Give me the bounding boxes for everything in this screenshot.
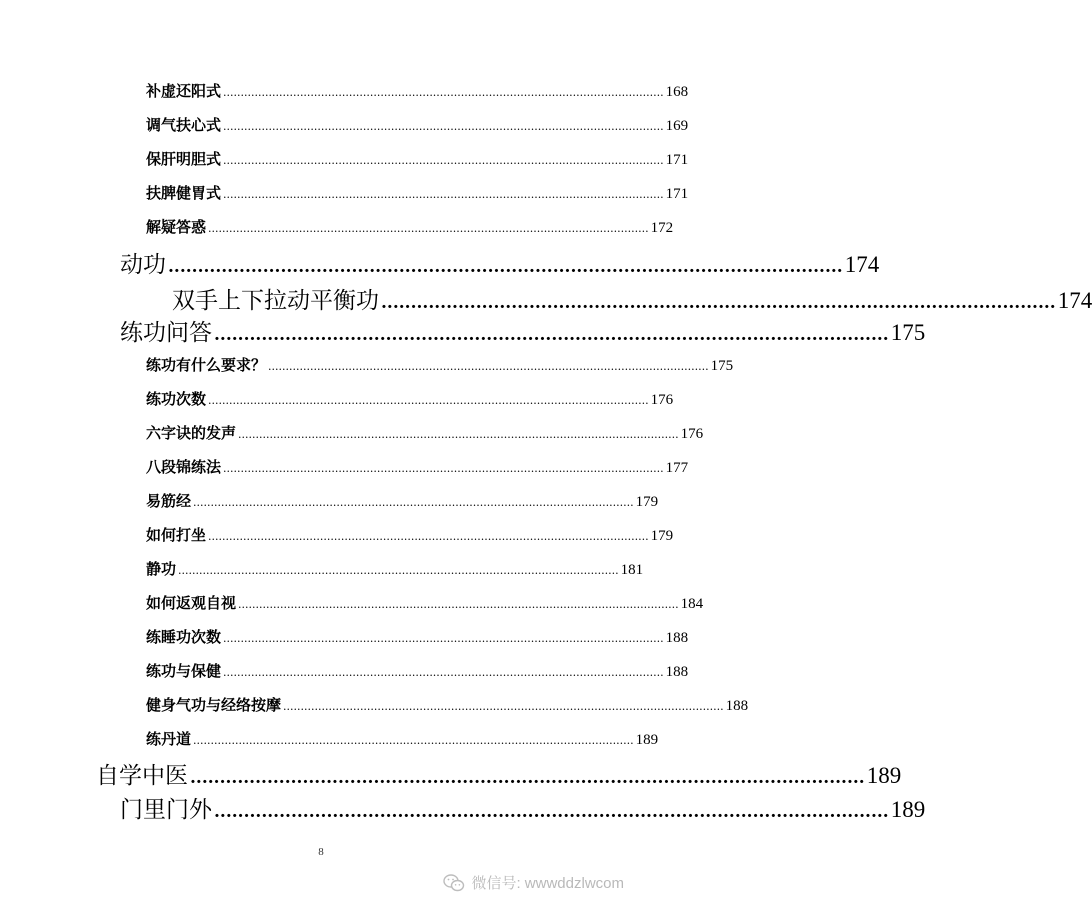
dot-leader: .............................................................................................................................. — [238, 428, 679, 441]
toc-entry-title: 门里门外 — [120, 797, 212, 823]
dot-leader: .............................................................................................................................. — [268, 360, 709, 373]
dot-leader: .............................................................................................................................. — [223, 188, 664, 201]
dot-leader: .............................................................................................................................. — [223, 86, 664, 99]
toc-entry-page: 184 — [680, 596, 704, 612]
toc-entry[interactable] — [146, 660, 689, 682]
toc-entry-page: 174 — [844, 252, 880, 277]
toc-entry[interactable] — [146, 592, 704, 614]
dot-leader: .............................................................................................................................. — [283, 700, 724, 713]
toc-entry-page: 169 — [665, 118, 689, 134]
dot-leader: .............................................................................................................................. — [223, 462, 664, 475]
dot-leader: .................................................................................................................. — [190, 768, 865, 788]
page-number: 8 — [318, 846, 324, 858]
toc-entry[interactable] — [146, 626, 689, 648]
toc-entry[interactable] — [146, 182, 689, 204]
toc-entry-title: 易筋经 — [146, 492, 192, 510]
toc-entry[interactable] — [120, 314, 926, 348]
dot-leader: .............................................................................................................................. — [178, 564, 619, 577]
toc-entry-title: 解疑答惑 — [146, 218, 207, 236]
toc-entry-page: 188 — [665, 664, 689, 680]
toc-entry-title: 八段锦练法 — [146, 458, 222, 476]
dot-leader: .............................................................................................................................. — [208, 222, 649, 235]
watermark-text: 微信号: wwwddzlwcom — [471, 875, 624, 892]
toc-entry[interactable] — [146, 728, 659, 750]
dot-leader: .............................................................................................................................. — [238, 598, 679, 611]
dot-leader: .................................................................................................................. — [381, 293, 1056, 313]
toc-entry-page: 171 — [665, 152, 689, 168]
toc-entry-title: 练功有什么要求？ — [146, 356, 267, 374]
toc-entry-title: 练功与保健 — [146, 662, 222, 680]
dot-leader: .............................................................................................................................. — [193, 734, 634, 747]
toc-entry-page: 176 — [650, 392, 674, 408]
toc-entry[interactable] — [146, 80, 689, 102]
toc-entry-title: 双手上下拉动平衡功 — [172, 288, 379, 314]
toc-entry[interactable] — [146, 216, 674, 238]
toc-entry-page: 189 — [866, 763, 902, 788]
toc-entry-page: 179 — [650, 528, 674, 544]
dot-leader: .................................................................................................................. — [214, 325, 889, 345]
dot-leader: .............................................................................................................................. — [193, 496, 634, 509]
toc-entry[interactable] — [146, 422, 704, 444]
toc-entry-title: 六字诀的发声 — [146, 424, 237, 442]
toc-entry-title: 练功次数 — [146, 390, 207, 408]
toc-entry-page: 177 — [665, 460, 689, 476]
dot-leader: .................................................................................................................. — [214, 802, 889, 822]
toc-entry-title: 补虚还阳式 — [146, 82, 222, 100]
toc-entry-page: 179 — [635, 494, 659, 510]
toc-entry-page: 175 — [710, 358, 734, 374]
toc-entry[interactable] — [146, 114, 689, 136]
dot-leader: .............................................................................................................................. — [223, 632, 664, 645]
dot-leader: .............................................................................................................................. — [223, 154, 664, 167]
toc-entry[interactable] — [146, 456, 689, 478]
watermark — [443, 872, 624, 893]
toc-entry-title: 调气扶心式 — [146, 116, 222, 134]
toc-entry-title: 如何返观自视 — [146, 594, 237, 612]
toc-entry-page: 189 — [635, 732, 659, 748]
toc-entry[interactable] — [146, 490, 659, 512]
toc-entry[interactable] — [146, 558, 644, 580]
toc-entry-page: 175 — [890, 320, 926, 345]
toc-entry[interactable] — [96, 757, 902, 791]
toc-entry-page: 171 — [665, 186, 689, 202]
toc-entry-page: 168 — [665, 84, 689, 100]
toc-entry[interactable] — [146, 388, 674, 410]
toc-entry[interactable] — [172, 282, 1092, 316]
toc-entry-page: 174 — [1057, 288, 1092, 313]
toc-entry-page: 189 — [890, 797, 926, 822]
toc-entry-title: 如何打坐 — [146, 526, 207, 544]
toc-entry-page: 172 — [650, 220, 674, 236]
toc-entry-title: 自学中医 — [96, 763, 188, 789]
toc-entry[interactable] — [146, 694, 749, 716]
toc-entry[interactable] — [120, 791, 926, 825]
toc-entry-title: 扶脾健胃式 — [146, 184, 222, 202]
toc-entry-title: 练睡功次数 — [146, 628, 222, 646]
toc-entry[interactable] — [146, 354, 734, 376]
toc-entry-title: 保肝明胆式 — [146, 150, 222, 168]
toc-entry-page: 188 — [725, 698, 749, 714]
toc-entry-page: 181 — [620, 562, 644, 578]
dot-leader: .................................................................................................................. — [168, 257, 843, 277]
toc-entry-title: 动功 — [120, 252, 166, 278]
dot-leader: .............................................................................................................................. — [208, 530, 649, 543]
toc-entry-title: 静功 — [146, 560, 177, 578]
wechat-icon — [443, 873, 465, 893]
dot-leader: .............................................................................................................................. — [223, 666, 664, 679]
dot-leader: .............................................................................................................................. — [223, 120, 664, 133]
toc-entry-title: 健身气功与经络按摩 — [146, 696, 282, 714]
toc-entry[interactable] — [146, 524, 674, 546]
toc-entry[interactable] — [146, 148, 689, 170]
toc-entry-title: 练功问答 — [120, 320, 212, 346]
toc-entry-page: 188 — [665, 630, 689, 646]
toc-entry[interactable] — [120, 246, 880, 280]
toc-entry-title: 练丹道 — [146, 730, 192, 748]
toc-entry-page: 176 — [680, 426, 704, 442]
dot-leader: .............................................................................................................................. — [208, 394, 649, 407]
